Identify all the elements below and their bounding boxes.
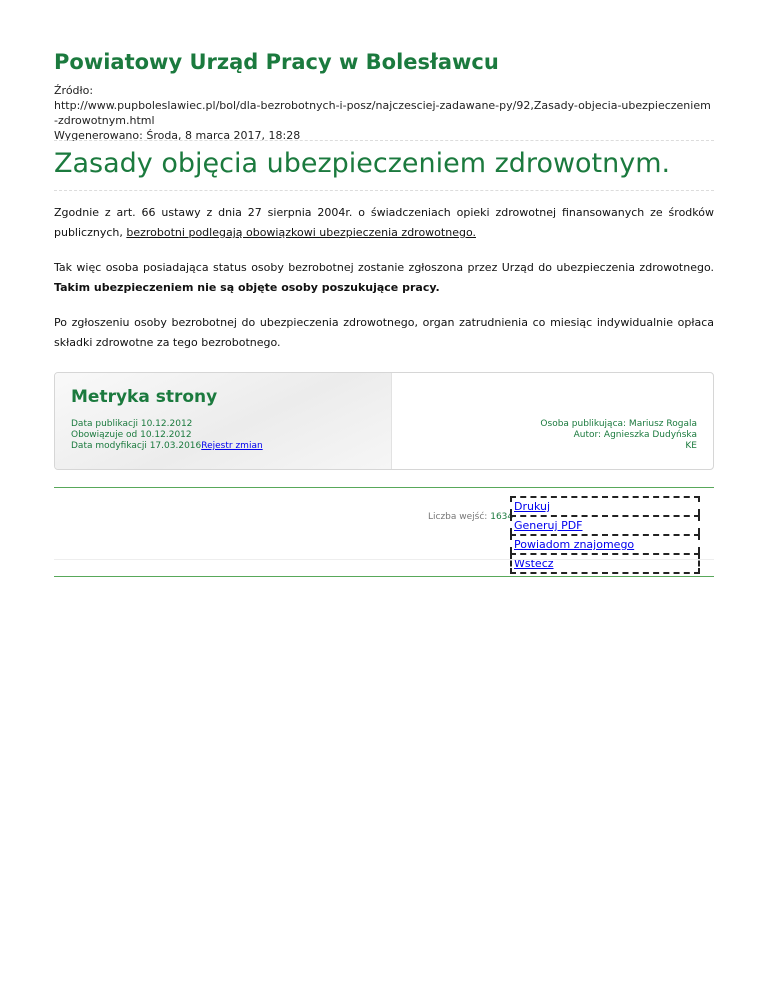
paragraph-2-text: Tak więc osoba posiadająca status osoby bezrobotnej zostanie zgłoszona przez Urząd do ubezpieczenia zdrowotnego. <box>54 261 714 274</box>
source-label: Źródło: <box>54 84 94 97</box>
paragraph-1-underlined: bezrobotni podlegają obowiązkowi ubezpieczenia zdrowotnego. <box>126 226 476 239</box>
source-url: http://www.pupboleslawiec.pl/bol/dla-bezrobotnych-i-posz/najczesciej-zadawane-py/92,Zasady-objecia-ubezpieczeniem-zdrowotnym.html <box>54 99 711 127</box>
generate-pdf-link[interactable]: Generuj PDF <box>510 515 700 534</box>
divider-title <box>54 190 714 191</box>
publication-date: Data publikacji 10.12.2012 <box>71 419 193 429</box>
notify-friend-link[interactable]: Powiadom znajomego <box>510 534 700 553</box>
divider-top <box>54 140 714 141</box>
article-title: Zasady objęcia ubezpieczeniem zdrowotnym. <box>54 148 671 179</box>
generated-date: Wygenerowano: Środa, 8 marca 2017, 18:28 <box>54 129 301 142</box>
print-link[interactable]: Drukuj <box>510 496 700 515</box>
back-link[interactable]: Wstecz <box>510 553 700 574</box>
article-body <box>54 203 714 368</box>
visits-label: Liczba wejść: <box>428 512 488 522</box>
visits-count: 1634 <box>490 512 514 522</box>
footer-rule-faint <box>54 559 714 560</box>
valid-from-date: Obowiązuje od 10.12.2012 <box>71 430 192 440</box>
change-log-link[interactable]: Rejestr zmian <box>201 441 263 451</box>
paragraph-2 <box>54 258 714 298</box>
footer-rule-bottom <box>54 576 714 577</box>
metadata-title: Metryka strony <box>71 387 218 407</box>
action-links <box>510 496 700 574</box>
footer-rule-top <box>54 487 714 488</box>
paragraph-2-bold: Takim ubezpieczeniem nie są objęte osoby poszukujące pracy. <box>54 281 440 294</box>
modification-row <box>71 441 263 452</box>
paragraph-1-text: Zgodnie z art. 66 ustawy z dnia 27 sierpnia 2004r. o świadczeniach opieki zdrowotnej finansowanych ze środków publicznych, <box>54 206 714 239</box>
metadata-authors <box>540 419 697 452</box>
page-metadata-box <box>54 372 714 470</box>
visit-counter <box>428 512 513 522</box>
metadata-dates <box>71 419 263 452</box>
source-info <box>54 83 714 143</box>
ke-label: KE <box>685 441 697 451</box>
paragraph-3: Po zgłoszeniu osoby bezrobotnej do ubezpieczenia zdrowotnego, organ zatrudnienia co miesiąc indywidualnie opłaca składki zdrowotne za tego bezrobotnego. <box>54 316 714 349</box>
paragraph-1 <box>54 203 714 243</box>
publisher: Osoba publikująca: Mariusz Rogala <box>540 419 697 429</box>
author: Autor: Agnieszka Dudyńska <box>573 430 697 440</box>
site-title: Powiatowy Urząd Pracy w Bolesławcu <box>54 50 499 74</box>
modification-date: Data modyfikacji 17.03.2016 <box>71 441 202 451</box>
